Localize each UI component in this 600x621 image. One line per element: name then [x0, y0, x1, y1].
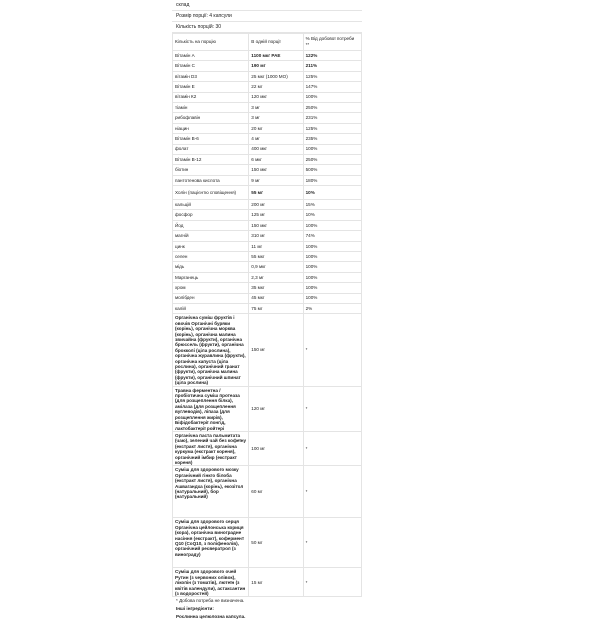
nutrient-name: мідь [173, 262, 249, 272]
nutrient-daily-value: 100% [303, 293, 361, 303]
nutrient-amount: 6 мкг [249, 154, 303, 164]
table-row [173, 61, 362, 71]
blend-row [173, 386, 362, 431]
other-ingredients-label: Інші інгредієнти: [176, 606, 214, 612]
blend-daily-value: * [303, 466, 361, 518]
nutrient-amount: 35 мкг [249, 283, 303, 293]
nutrient-name: ніацин [173, 123, 249, 133]
nutrient-amount: 4 мг [249, 134, 303, 144]
nutrient-name: хром [173, 283, 249, 293]
nutrient-name: вітамін D3 [173, 71, 249, 81]
nutrient-daily-value: 100% [303, 272, 361, 282]
nutrient-amount: 3 мг [249, 113, 303, 123]
table-row [173, 165, 362, 175]
nutrient-amount: 150 мкг [249, 220, 303, 230]
nutrient-daily-value: 147% [303, 82, 361, 92]
table-row [173, 154, 362, 164]
blend-daily-value: * [303, 431, 361, 465]
table-header-row [173, 34, 362, 51]
table-row [173, 293, 362, 303]
nutrient-daily-value: 10% [303, 186, 361, 200]
blend-amount: 120 мг [249, 386, 303, 431]
nutrient-amount: 55 мг [249, 186, 303, 200]
nutrient-name: Марганець [173, 272, 249, 282]
capsule-ingredient: Рослинна целюлозна капсула. [176, 614, 246, 620]
nutrient-daily-value: 250% [303, 154, 361, 164]
servings-per-container: Кількість порцій: 30 [172, 22, 362, 33]
nutrient-amount: 200 мг [249, 200, 303, 210]
nutrient-amount: 125 мг [249, 210, 303, 220]
nutrient-daily-value: 100% [303, 283, 361, 293]
table-row [173, 186, 362, 200]
nutrient-amount: 20 мг [249, 123, 303, 133]
table-row [173, 113, 362, 123]
blend-amount: 15 мг [249, 568, 303, 597]
table-row [173, 144, 362, 154]
nutrient-name: цинк [173, 241, 249, 251]
table-row [173, 51, 362, 61]
nutrient-amount: 55 мкг [249, 252, 303, 262]
blend-amount: 60 мг [249, 466, 303, 518]
nutrient-name: Вітамін С [173, 61, 249, 71]
nutrient-daily-value: 231% [303, 113, 361, 123]
nutrient-name: Вітамін Е [173, 82, 249, 92]
blend-description: Органічна паста пальмитата (чаю), зелений чай без кофеїну (екстракт листя), органічна куркума (екстракт кореня), органічний імбир (екстракт кореня) [173, 431, 249, 465]
table-row [173, 200, 362, 210]
nutrient-name: калій [173, 303, 249, 313]
nutrient-daily-value: 100% [303, 144, 361, 154]
nutrient-daily-value: 211% [303, 61, 361, 71]
nutrient-name: рибофлавін [173, 113, 249, 123]
blend-daily-value: * [303, 314, 361, 386]
nutrient-daily-value: 250% [303, 102, 361, 112]
section-label: склад [172, 0, 362, 11]
blend-row [173, 518, 362, 568]
nutrient-name: вітамін К2 [173, 92, 249, 102]
blend-row [173, 466, 362, 518]
nutrient-name: молібден [173, 293, 249, 303]
table-row [173, 283, 362, 293]
blend-description: Органічна суміш фруктів і овочів Органічні буряки (корінь), органічна морква (корінь), органічна малина звичайна (фрукти), органічна брюссель (фрукти), органічна брокколі (ціла рослина), органічна журавлина (фрукти), органічна капуста (ціла рослина), органічний гранат (фрукти), органічна малина (фрукти), органічний шпинат (ціла рослина) [173, 314, 249, 386]
table-row [173, 303, 362, 313]
table-row [173, 123, 362, 133]
nutrient-name: Йод [173, 220, 249, 230]
supplement-facts [172, 0, 362, 621]
column-header-daily-value: % Від добової потреби ** [303, 34, 361, 51]
nutrient-daily-value: 235% [303, 134, 361, 144]
table-row [173, 272, 362, 282]
blend-row [173, 568, 362, 597]
table-row [173, 231, 362, 241]
blend-daily-value: * [303, 568, 361, 597]
table-row [173, 102, 362, 112]
nutrient-name: пантотенова кислота [173, 175, 249, 185]
nutrient-name: магній [173, 231, 249, 241]
nutrient-amount: 3 мг [249, 102, 303, 112]
nutrient-amount: 150 мкг [249, 165, 303, 175]
nutrient-daily-value: 180% [303, 175, 361, 185]
nutrient-daily-value: 100% [303, 262, 361, 272]
nutrient-daily-value: 125% [303, 123, 361, 133]
daily-value-note: * Добова потреба не визначена. [176, 598, 245, 604]
nutrient-daily-value: 2% [303, 303, 361, 313]
nutrient-name: біотин [173, 165, 249, 175]
table-row [173, 71, 362, 81]
nutrition-table [172, 33, 362, 597]
blend-amount: 50 мг [249, 518, 303, 568]
serving-size: Розмір порції: 4 капсули [172, 11, 362, 22]
nutrient-name: Вітамін В-12 [173, 154, 249, 164]
table-row [173, 252, 362, 262]
nutrient-daily-value: 100% [303, 220, 361, 230]
nutrient-name: тіамін [173, 102, 249, 112]
nutrient-amount: 190 мг [249, 61, 303, 71]
blend-amount: 150 мг [249, 314, 303, 386]
blend-row [173, 431, 362, 465]
column-header-nutrient: Кількість на порцію [173, 34, 249, 51]
table-row [173, 220, 362, 230]
nutrient-amount: 11 мг [249, 241, 303, 251]
nutrient-amount: 25 мкг (1000 МО) [249, 71, 303, 81]
table-row [173, 82, 362, 92]
nutrient-name: Вітамін А [173, 51, 249, 61]
nutrient-name: фосфор [173, 210, 249, 220]
nutrient-amount: 0,9 мкг [249, 262, 303, 272]
nutrient-daily-value: 500% [303, 165, 361, 175]
nutrient-amount: 45 мкг [249, 293, 303, 303]
blend-description: Суміш для здорового очей Рутин (з червоних олівок), лікопін (з томатів), лютеїн (з квітів календули), астаксантин (з водоростей) [173, 568, 249, 597]
blend-description: Травна ферментна / пробіотична суміш протеаза (для розщеплення білка), амілаза (для розщеплення вуглеводів), ліпаза (для розщеплення жирів), Біфідобактерії лонгід, лактобактерії ройтері [173, 386, 249, 431]
table-row [173, 241, 362, 251]
nutrient-daily-value: 10% [303, 210, 361, 220]
nutrient-daily-value: 100% [303, 92, 361, 102]
nutrient-daily-value: 100% [303, 252, 361, 262]
nutrient-amount: 22 мг [249, 82, 303, 92]
blend-daily-value: * [303, 518, 361, 568]
table-row [173, 92, 362, 102]
blend-description: Суміш для здорового мозку Органічний гінкго білоба (екстракт листя), органічна Ашвагандха (корінь), екозітол (натуральний), бор (натуральний) [173, 466, 249, 518]
table-row [173, 262, 362, 272]
nutrient-daily-value: 15% [303, 200, 361, 210]
blend-daily-value: * [303, 386, 361, 431]
nutrient-name: селен [173, 252, 249, 262]
nutrient-daily-value: 125% [303, 71, 361, 81]
nutrient-amount: 75 мг [249, 303, 303, 313]
nutrient-amount: 9 мг [249, 175, 303, 185]
table-row [173, 175, 362, 185]
table-row [173, 210, 362, 220]
nutrient-amount: 310 мг [249, 231, 303, 241]
nutrient-amount: 2,3 мг [249, 272, 303, 282]
nutrient-amount: 400 мкг [249, 144, 303, 154]
nutrient-daily-value: 122% [303, 51, 361, 61]
table-row [173, 134, 362, 144]
nutrient-daily-value: 100% [303, 241, 361, 251]
nutrient-name: Холін (пацієнтю сповіщення) [173, 186, 249, 200]
nutrient-amount: 120 мкг [249, 92, 303, 102]
nutrition-table-body [173, 34, 362, 597]
nutrient-amount: 1100 мкг РАЕ [249, 51, 303, 61]
blend-description: Суміш для здорового серця Органічна цейлонська кориця (кора), органічна виноградне насіння (екстракт), кофермент Q10 (CoQ10, з поліфенолів), органічний ресвератрол (з винограду) [173, 518, 249, 568]
nutrient-daily-value: 74% [303, 231, 361, 241]
nutrient-name: фолат [173, 144, 249, 154]
blend-row [173, 314, 362, 386]
nutrient-name: кальцій [173, 200, 249, 210]
blend-amount: 100 мг [249, 431, 303, 465]
nutrient-name: Вітамін В-6 [173, 134, 249, 144]
column-header-amount: В одній порції [249, 34, 303, 51]
